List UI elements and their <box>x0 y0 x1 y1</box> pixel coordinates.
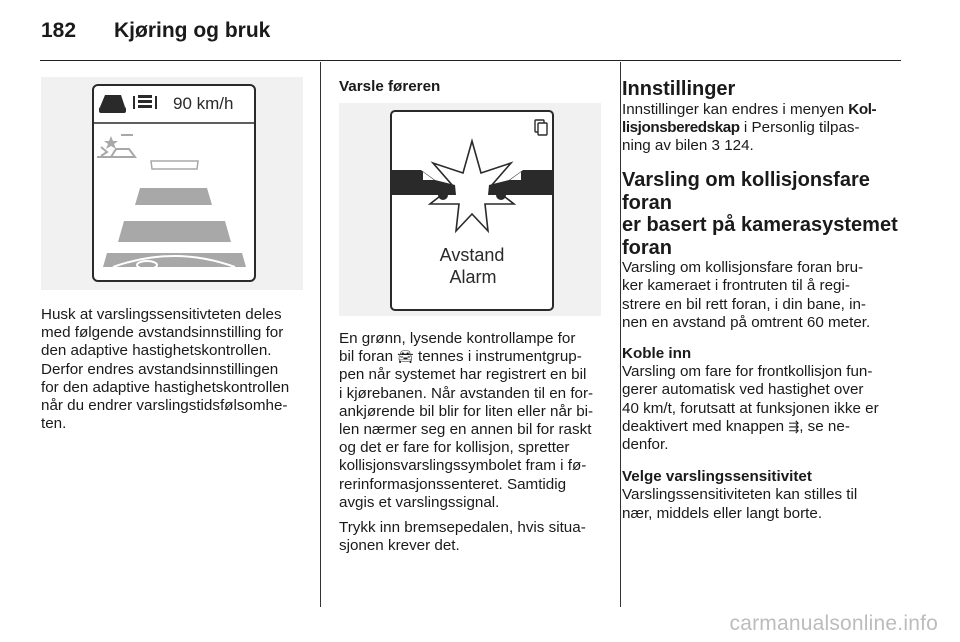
paragraph-line: len nærmer seg en annen bil for raskt <box>339 421 592 439</box>
paragraph-line: Varslingssensitiviteten kan stilles til <box>622 486 858 504</box>
collision-alert-display <box>339 103 601 316</box>
text-fragment: deaktivert med knappen <box>622 417 789 435</box>
paragraph-line <box>622 418 904 436</box>
alarm-line1: Avstand <box>439 245 505 265</box>
paragraph-line: pen når systemet har registrert en bil <box>339 366 587 384</box>
adaptive-cruise-display <box>41 77 303 290</box>
paragraph-line: Varsling om kollisjonsfare foran bru- <box>622 259 864 277</box>
heading-koble-inn: Koble inn <box>622 344 692 362</box>
paragraph-line: Trykk inn bremsepedalen, hvis situa- <box>339 519 586 537</box>
paragraph-line: gerer automatisk ved hastighet over <box>622 381 864 399</box>
header-rule <box>40 60 901 61</box>
page-number: 182 <box>41 19 77 42</box>
alarm-line2: Alarm <box>449 267 497 287</box>
paragraph-line <box>622 119 904 137</box>
paragraph-line: og det er fare for kollisjon, spretter <box>339 439 570 457</box>
paragraph-line: kollisjonsvarslingssymbolet fram i fø- <box>339 457 587 475</box>
middle-figure <box>339 103 601 316</box>
paragraph-line: avgis et varslingssignal. <box>339 493 500 511</box>
speed-readout: 90 km/h <box>173 94 234 113</box>
paragraph-line: rerinformasjonssenteret. Samtidig <box>339 475 567 493</box>
text-fragment: ning av bilen <box>622 136 712 154</box>
heading-varsling-line: er basert på kamerasystemet <box>622 214 898 237</box>
heading-varsling: Varsling om kollisjonsfare foran <box>622 169 870 214</box>
text-fragment: Innstillinger kan endres i menyen <box>622 100 849 118</box>
menu-name-bold: lisjonsberedskap <box>622 118 740 136</box>
paragraph-line: Derfor endres avstandsinnstillingen <box>41 360 279 378</box>
menu-name-bold: Kol- <box>848 100 877 118</box>
heading-sensitivity: Velge varslingssensitivitet <box>622 468 812 486</box>
car-ahead-icon: 🚘︎ <box>397 349 414 365</box>
left-figure <box>41 77 303 290</box>
text-fragment: , se ne- <box>799 417 850 435</box>
page-reference-icon: 3 <box>711 136 720 154</box>
paragraph-line: Husk at varslingssensitivteten deles <box>41 306 282 323</box>
paragraph-line: Varsling om fare for frontkollisjon fun- <box>622 363 873 381</box>
heading-varsling-line: foran <box>622 236 672 259</box>
middle-column-text <box>339 330 609 555</box>
paragraph-line: strere en bil rett foran, i din bane, in- <box>622 295 866 313</box>
column-divider-right <box>620 62 621 607</box>
paragraph-line: 40 km/t, forutsatt at funksjonen ikke er <box>622 399 879 417</box>
paragraph-line: ker kameraet i frontruten til å regi- <box>622 277 850 295</box>
paragraph-line: den adaptive hastighetskontrollen. <box>41 342 272 360</box>
right-column-text <box>622 78 904 523</box>
middle-heading: Varsle føreren <box>339 78 441 95</box>
paragraph-line: nær, middels eller langt borte. <box>622 504 823 522</box>
watermark: carmanualsonline.info <box>729 612 938 635</box>
paragraph-line: nen en avstand på omtrent 60 meter. <box>622 313 871 331</box>
text-fragment: tennes i instrumentgrup- <box>413 348 582 366</box>
paragraph-line <box>622 101 904 119</box>
paragraph-line: i kjørebanen. Når avstanden til en for- <box>339 384 594 402</box>
paragraph-line: En grønn, lysende kontrollampe for <box>339 330 576 347</box>
collision-button-icon: ⇶ <box>788 418 800 434</box>
section-title: Kjøring og bruk <box>114 19 271 42</box>
paragraph-line <box>339 348 609 366</box>
paragraph-line: denfor. <box>622 435 669 453</box>
heading-innstillinger: Innstillinger <box>622 78 736 100</box>
paragraph-line: sjonen krever det. <box>339 537 460 555</box>
text-fragment: bil foran <box>339 348 398 366</box>
left-column-text <box>41 306 311 433</box>
text-fragment: 124. <box>719 136 754 154</box>
paragraph-line: for den adaptive hastighetskontrollen <box>41 378 290 396</box>
paragraph-line: med følgende avstandsinnstilling for <box>41 324 284 342</box>
paragraph-line: ankjørende bil blir for liten eller når bi- <box>339 402 594 420</box>
paragraph-line: ten. <box>41 415 67 433</box>
text-fragment: i Personlig tilpas- <box>739 118 860 136</box>
column-divider-left <box>320 62 321 607</box>
paragraph-line: når du endrer varslingstidsfølsomhe- <box>41 397 288 415</box>
paragraph-line <box>622 137 904 155</box>
